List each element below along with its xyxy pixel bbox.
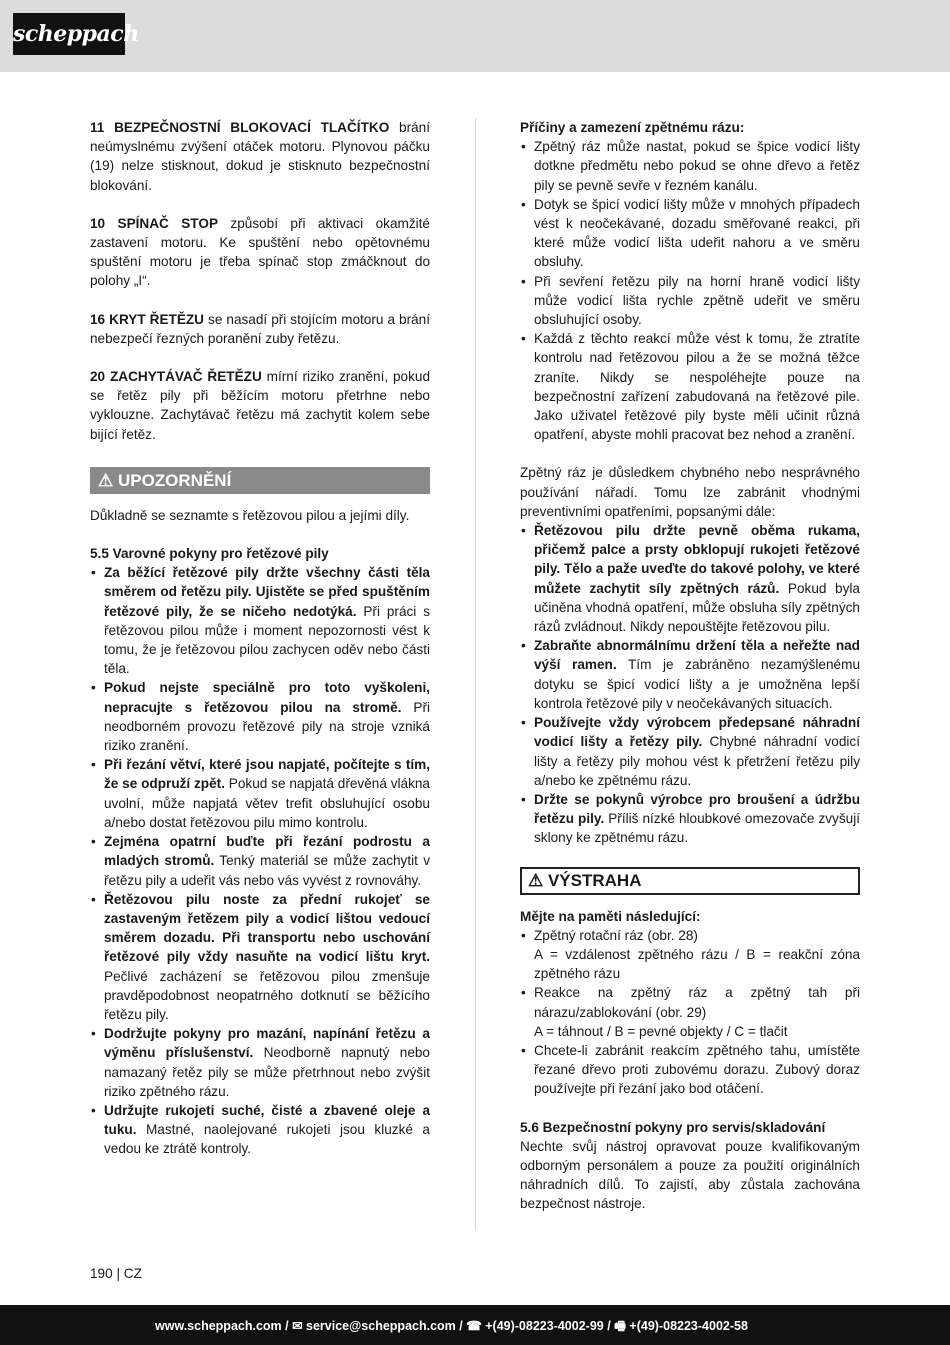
paragraph-stop-switch: 10 SPÍNAČ STOP způsobí při aktivaci okamžité zastavení motoru. Ke spuštění nebo opětovnému spuštění motoru je třeba spínač stop zmáčknout do polohy „I“.	[90, 215, 430, 289]
remember-title: Mějte na paměti následující:	[520, 908, 701, 924]
list-item: • Používejte vždy výrobcem předepsané náhradní vodicí lišty a řetězy pily. Chybné náhradní vodicí lišty a řetězy pily mohou vést k přetržení řetězu pily a/nebo ke zpětnému rázu.	[520, 713, 860, 790]
list-item: • Dotyk se špicí vodicí lišty může v mnohých případech vést k neočekávané, dozadu směřované reakci, při které může vodicí lišta udeřit nahoru a ve směru obsluhy.	[520, 195, 860, 272]
list-item: • Udržujte rukojeti suché, čisté a zbavené oleje a tuku. Mastné, naolejované rukojeti jsou kluzké a vedou ke ztrátě kontroly.	[90, 1101, 430, 1159]
warning-text: Důkladně se seznamte s řetězovou pilou a jejími díly.	[90, 507, 410, 523]
list-item: • Zejména opatrní buďte při řezání podrostu a mladých stromů. Tenký materiál se může zachytit v řetězu pily a udeřit vás nebo vás vyvést z rovnováhy.	[90, 832, 430, 890]
page-header	[0, 0, 950, 72]
list-item: • Řetězovou pilu držte pevně oběma rukama, přičemž palce a prsty obklopují rukojeti řetězové pily. Tělo a paže uveďte do takové polohy, ve které můžete zachytit síly zpětných rázů. Pokud byla učiněna vhodná opatření, může obsluha síly zpětných rázů zvládnout. Nikdy nepouštějte řetězovou pilu.	[520, 521, 860, 636]
contact-info: www.scheppach.com / ✉ service@scheppach.com / ☎ +(49)-08223-4002-99 / 🖷 +(49)-08223-4002-58	[155, 1319, 748, 1333]
service-text: Nechte svůj nástroj opravovat pouze kvalifikovaným odborným personálem a pouze za použití originálních náhradních dílů. To zajistí, aby zůstala zachována bezpečnost nástroje.	[520, 1138, 860, 1212]
footer-bar	[0, 1305, 950, 1345]
list-item: • Zpětný ráz může nastat, pokud se špice vodicí lišty dotkne předmětu nebo pokud se ohne dřevo a řetěz pily se pevně sevře v řezném kanálu.	[520, 137, 860, 195]
warning-box: ⚠ UPOZORNĚNÍ	[90, 467, 430, 494]
list-item: • Každá z těchto reakcí může vést k tomu, že ztratíte kontrolu nad řetězovou pilou a že se možná těžce zraníte. Nikdy se nespoléhejte pouze na bezpečnostní zařízení zabudovaná na řetězové pile. Jako uživatel řetězové pily byste měli učinit různá opatření, abyste mohli pracovat bez nehod a zranění.	[520, 329, 860, 444]
list-item: • Chcete-li zabránit reakcím zpětného tahu, umístěte řezané dřevo proti zubovému dorazu. Zubový doraz používejte při řezání jako bod otáčení.	[520, 1041, 860, 1099]
section-title-5-6: 5.6 Bezpečnostní pokyny pro servis/skladování	[520, 1119, 826, 1135]
section-title-5-5: 5.5 Varovné pokyny pro řetězové pily	[90, 546, 329, 562]
kickback-intro: Zpětný ráz je důsledkem chybného nebo nesprávného používání nářadí. Tomu lze zabránit vhodnými preventivními opatřeními, popsanými dále:	[520, 465, 860, 519]
list-item: • Za běžící řetězové pily držte všechny části těla směrem od řetězu pily. Ujistěte se před spuštěním řetězové pily, že se ničeho nedotýká. Při práci s řetězovou pilou může i moment nepozornosti vést k tomu, že je řetězovou pilou zachycen oděv nebo části těla.	[90, 563, 430, 678]
list-item: • Držte se pokynů výrobce pro broušení a údržbu řetězu pily. Příliš nízké hloubkové omezovače zvyšují sklony ke zpětnému rázu.	[520, 790, 860, 848]
list-item: • Reakce na zpětný ráz a zpětný tah při nárazu/zablokování (obr. 29) A = táhnout / B = pevné objekty / C = tlačit	[520, 983, 860, 1041]
paragraph-chain-cover: 16 KRYT ŘETĚZU se nasadí při stojícím motoru a brání nebezpečí řezných poranění zuby řetězu.	[90, 311, 430, 346]
list-item: • Zpětný rotační ráz (obr. 28) A = vzdálenost zpětného rázu / B = reakční zóna zpětného rázu	[520, 926, 860, 984]
page-number: 190 | CZ	[90, 1266, 142, 1281]
list-item: • Pokud nejste speciálně pro toto vyškoleni, nepracujte s řetězovou pilou na stromě. Při neodborném provozu řetězové pily na stroje vzniká riziko zranění.	[90, 678, 430, 755]
left-column	[90, 118, 430, 1159]
right-column	[520, 118, 860, 1214]
paragraph-chain-catcher: 20 ZACHYTÁVAČ ŘETĚZU mírní riziko zranění, pokud se řetěz pily při běžícím motoru přetrhne nebo vyklouzne. Zachytávač řetězu má zachytit kolem sebe bijící řetěz.	[90, 369, 431, 442]
causes-title: Příčiny a zamezení zpětnému rázu:	[520, 120, 745, 135]
list-item: • Při řezání větví, které jsou napjaté, počítejte s tím, že se odpruží zpět. Pokud se napjatá dřevěná vlákna uvolní, může napjatá větev trefit obsluhující osobu a/nebo dostat řetězovou pilu mimo kontrolu.	[90, 755, 430, 832]
warning-list	[90, 563, 430, 1158]
list-item: • Zabraňte abnormálnímu držení těla a neřežte nad výší ramen. Tím je zabráněno nezamýšlenému dotyku se špicí vodicí lišty a je umožněna lepší kontrola řetězové pily v neočekávaných situacích.	[520, 636, 860, 713]
column-divider	[475, 118, 476, 1230]
list-item: • Řetězovou pilu noste za přední rukojeť se zastaveným řetězem pily a vodicí lištou vedoucí směrem dozadu. Při transportu nebo uschování řetězové pily vždy nasuňte na vodicí lištu kryt. Pečlivé zacházení se řetězovou pilou zmenšuje pravděpodobnost neopatrného dotknutí se běžícího řetězu pily.	[90, 890, 430, 1024]
prevention-list	[520, 521, 860, 847]
paragraph-safety-lock: 11 BEZPEČNOSTNÍ BLOKOVACÍ TLAČÍTKO brání neúmyslnému zvýšení otáček motoru. Plynovou páčku (19) nelze stisknout, dokud je stisknuto bezpečnostní blokování.	[90, 120, 430, 193]
brand-logo: scheppach	[13, 13, 125, 55]
danger-box: ⚠ VÝSTRAHA	[520, 867, 860, 895]
list-item: • Při sevření řetězu pily na horní hraně vodicí lišty může vodicí lišta rychle zpětně udeřit ve směru obsluhující osoby.	[520, 272, 860, 330]
list-item: • Dodržujte pokyny pro mazání, napínání řetězu a výměnu příslušenství. Neodborně napnutý nebo namazaný řetěz pily se může přetrhnout nebo zvýšit riziko zpětného rázu.	[90, 1024, 430, 1101]
causes-list	[520, 137, 860, 444]
remember-list	[520, 926, 860, 1099]
